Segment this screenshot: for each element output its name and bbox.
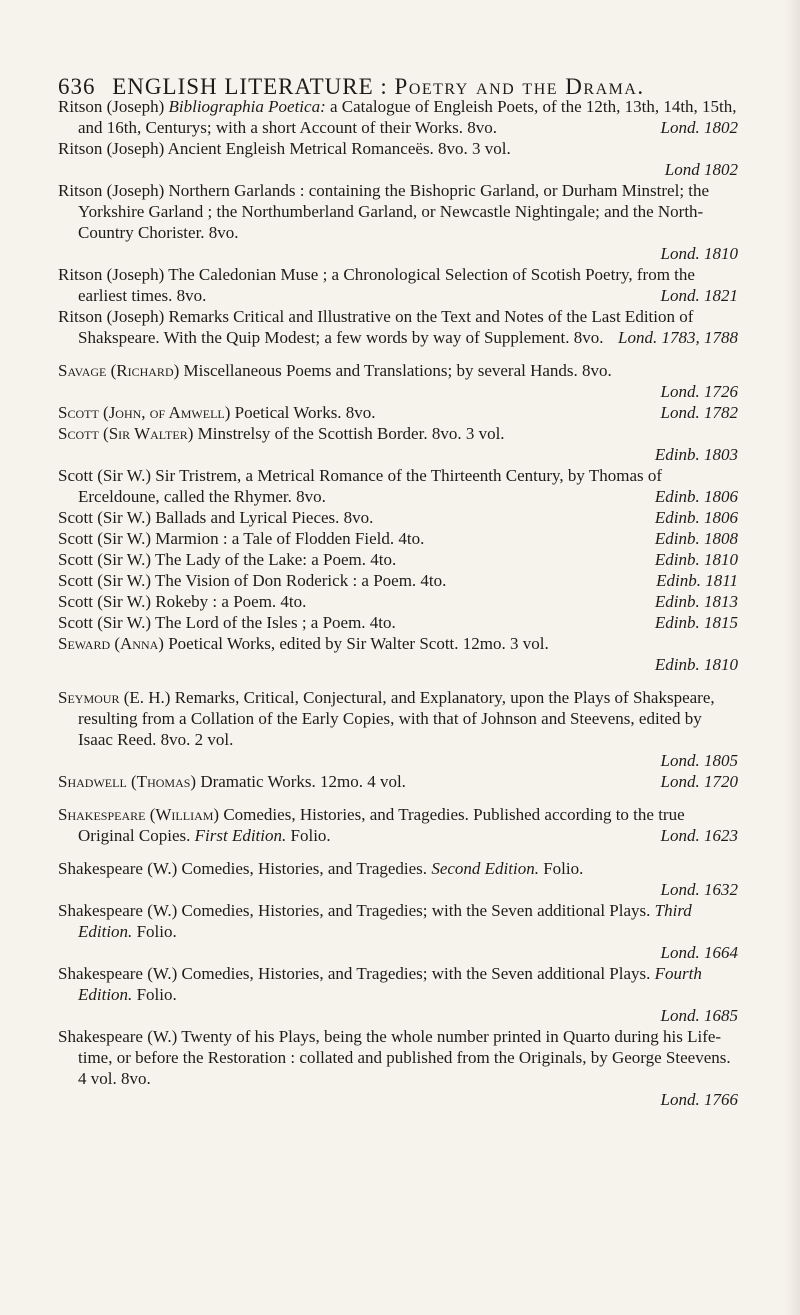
catalogue-entry [58,507,738,528]
entry-imprint: Lond. 1782 [660,403,738,422]
entry-text: The Lord of the Isles ; a Poem. 4to. [155,613,396,632]
catalogue-entry [58,900,738,963]
entry-imprint: Lond. 1802 [660,118,738,137]
entry-text: Ballads and Lyrical Pieces. 8vo. [155,508,374,527]
entry-author: Shadwell (Thomas) [58,772,197,791]
entry-imprint: Lond. 1821 [660,286,738,305]
entry-text: Sir Tristrem, a Metrical Romance of the Thirteenth Century, by Thomas of Erceldoune, called the Rhymer. 8vo. [78,466,663,506]
entry-author: Scott (Sir W.) [58,529,152,548]
entry-text: Comedies, Histories, and Tragedies; with the Seven additional Plays. [181,901,651,920]
entry-text: Comedies, Histories, and Tragedies. [181,859,428,878]
entry-text: The Vision of Don Roderick : a Poem. 4to. [155,571,447,590]
entry-text: Poetical Works. 8vo. [234,403,376,422]
entry-imprint: Edinb. 1806 [654,487,738,506]
entry-text: The Lady of the Lake: a Poem. 4to. [155,550,397,569]
catalogue-entry [58,1026,738,1110]
entry-author: Ritson (Joseph) [58,97,165,116]
entry-text: Ancient Engleish Metrical Romanceës. 8vo. 3 vol. [167,139,511,158]
entry-imprint: Lond 1802 [664,160,738,179]
entry-imprint: Lond. 1726 [660,382,738,401]
entry-author: Seward (Anna) [58,634,164,653]
catalogue-entry [58,402,738,423]
entry-text: Twenty of his Plays, being the whole number printed in Quarto during his Life-time, or before the Restoration : collated and published from the Originals, by George Steevens. 4 vol. 8vo. [78,1027,731,1088]
entry-text: Remarks Critical and Illustrative on the Text and Notes of the Last Edition of Shakspeare. With the Quip Modest; a few words by way of Supplement. 8vo. [78,307,694,347]
catalogue-entry [58,180,738,264]
subsection-title: Poetry and the Drama. [394,74,645,99]
entry-imprint: Lond. 1623 [660,826,738,845]
entry-format: Folio. [136,922,177,941]
entry-author: Shakespeare (W.) [58,859,178,878]
entry-text: Dramatic Works. 12mo. 4 vol. [200,772,406,791]
catalogue-entry [58,570,738,591]
entry-author: Shakespeare (W.) [58,1027,178,1046]
catalogue-entry [58,633,738,675]
catalogue-entry [58,423,738,465]
entry-format: Folio. [290,826,331,845]
catalogue-entry [58,591,738,612]
entry-text: Remarks, Critical, Conjectural, and Explanatory, upon the Plays of Shakspeare, resulting from a Collation of the Early Copies, with that of Johnson and Steevens, edited by Isaac Reed. 8vo. 2 vol. [78,688,715,749]
entry-text: Comedies, Histories, and Tragedies; with the Seven additional Plays. [181,964,651,983]
entry-imprint: Lond. 1632 [660,880,738,899]
entry-imprint: Edinb. 1808 [654,529,738,548]
section-title: ENGLISH LITERATURE : [112,74,388,99]
entry-imprint: Lond. 1685 [660,1006,738,1025]
page-edge-shadow [786,0,800,1315]
entry-text: Marmion : a Tale of Flodden Field. 4to. [155,529,425,548]
catalogue-entry [58,264,738,306]
entry-text: a Catalogue of Engleish Poets, of the 12th, 13th, 14th, 15th, and 16th, Centurys; with a short Account of their Works. 8vo. [78,97,737,137]
entry-author: Shakespeare (W.) [58,901,178,920]
entry-imprint: Edinb. 1803 [654,445,738,464]
entry-author: Shakespeare (William) [58,805,220,824]
entry-author: Ritson (Joseph) [58,181,165,200]
entry-author: Scott (Sir W.) [58,508,152,527]
catalogue-entry [58,96,738,138]
catalogue-entry [58,804,738,846]
entry-author: Ritson (Joseph) [58,307,165,326]
entry-text: The Caledonian Muse ; a Chronological Selection of Scotish Poetry, from the earliest times. 8vo. [78,265,695,305]
entry-author: Scott (Sir W.) [58,613,152,632]
entry-imprint: Edinb. 1810 [654,550,738,569]
entry-imprint: Edinb. 1813 [654,592,738,611]
entry-author: Seymour (E. H.) [58,688,171,707]
entry-text: Rokeby : a Poem. 4to. [155,592,307,611]
catalogue-entry [58,465,738,507]
entry-author: Scott (Sir W.) [58,550,152,569]
entry-format: Folio. [136,985,177,1004]
entry-imprint: Lond. 1720 [660,772,738,791]
entry-imprint: Lond. 1664 [660,943,738,962]
catalogue-entry [58,687,738,771]
entry-imprint: Edinb. 1815 [654,613,738,632]
entry-imprint: Edinb. 1811 [656,571,738,590]
entry-text: Minstrelsy of the Scottish Border. 8vo. 3 vol. [197,424,505,443]
entry-author: Ritson (Joseph) [58,265,165,284]
entry-edition: Second Edition. [431,859,539,878]
catalogue-entry [58,138,738,180]
entry-imprint: Lond. 1810 [660,244,738,263]
entry-imprint: Lond. 1805 [660,751,738,770]
catalogue-entry [58,306,738,348]
entry-author: Ritson (Joseph) [58,139,165,158]
entry-imprint: Lond. 1766 [660,1090,738,1109]
entry-author: Savage (Richard) [58,361,180,380]
catalogue-entry [58,771,738,792]
entry-text: Northern Garlands : containing the Bishopric Garland, or Durham Minstrel; the Yorkshire Garland ; the Northumberland Garland, or Newcastle Nightingale; and the North-Country Chorister. 8vo. [78,181,710,242]
entry-imprint: Lond. 1783, 1788 [618,328,738,347]
catalogue-entry [58,858,738,900]
entry-author: Scott (Sir W.) [58,571,152,590]
entry-text: Miscellaneous Poems and Translations; by several Hands. 8vo. [183,361,612,380]
entry-edition: Third Edition. [78,901,692,941]
catalogue-entry [58,360,738,402]
catalogue-entry [58,612,738,633]
entry-text: Poetical Works, edited by Sir Walter Scott. 12mo. 3 vol. [168,634,549,653]
catalogue-entry [58,549,738,570]
catalogue-entries [58,96,738,1110]
entry-author: Scott (John, of Amwell) [58,403,231,422]
catalogue-entry [58,963,738,1026]
entry-text: Comedies, Histories, and Tragedies. Published according to the true Original Copies. [78,805,685,845]
entry-title: Bibliographia Poetica: [168,97,326,116]
entry-author: Shakespeare (W.) [58,964,178,983]
catalogue-entry [58,528,738,549]
entry-author: Scott (Sir Walter) [58,424,194,443]
entry-imprint: Edinb. 1810 [654,655,738,674]
entry-edition: First Edition. [194,826,287,845]
page-number: 636 [58,74,96,99]
entry-edition: Fourth Edition. [78,964,702,1004]
entry-author: Scott (Sir W.) [58,466,152,485]
entry-format: Folio. [543,859,584,878]
entry-author: Scott (Sir W.) [58,592,152,611]
entry-imprint: Edinb. 1806 [654,508,738,527]
